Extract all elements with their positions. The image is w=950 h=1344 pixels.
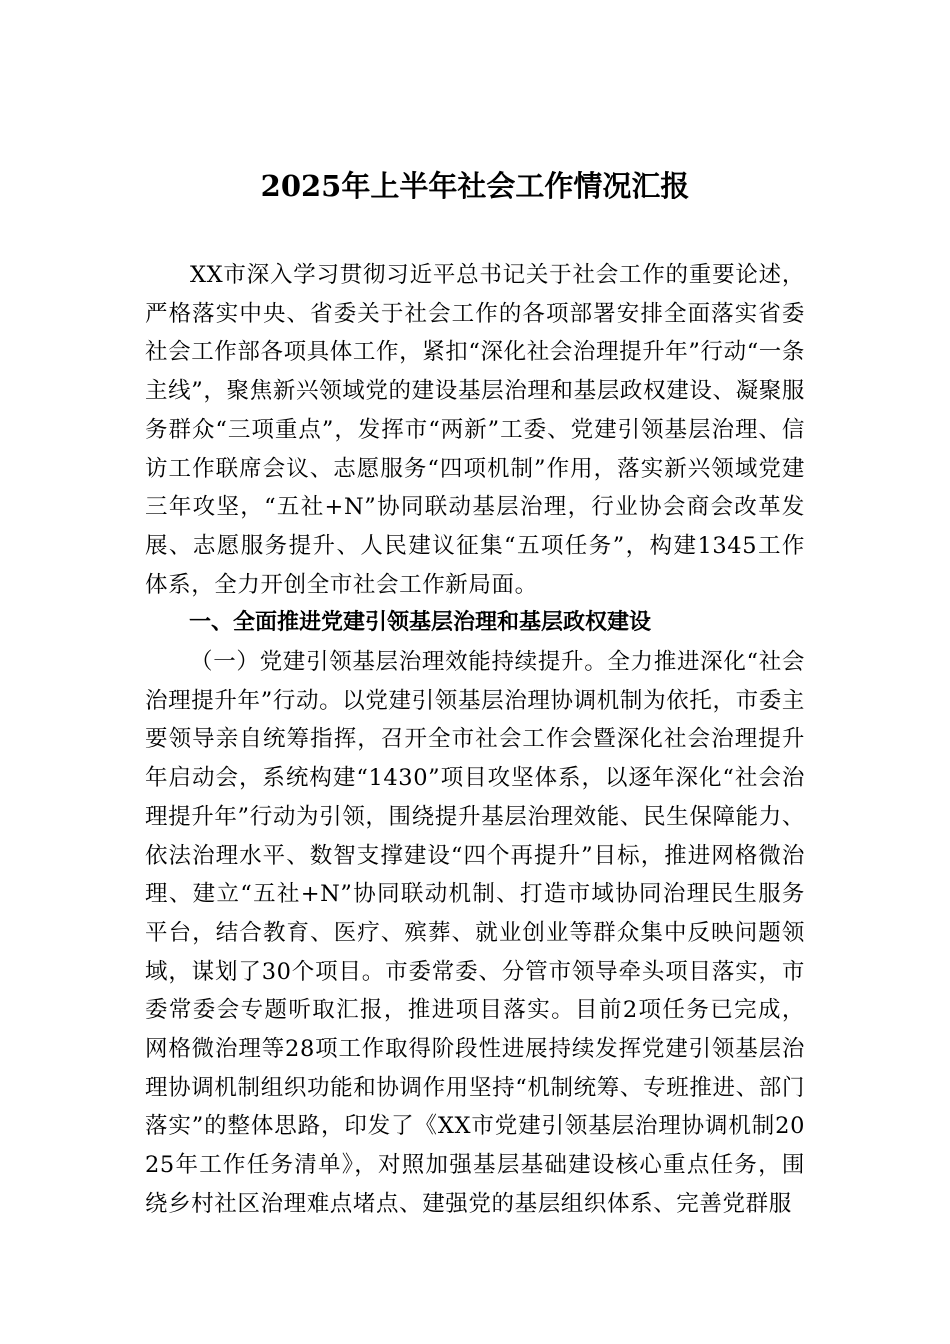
subsection-heading: （一）党建引领基层治理效能持续提升。	[190, 649, 608, 676]
subsection-text: 全力推进深化“社会治理提升年”行动。以党建引领基层治理协调机制为依托，市委主要领导亲自统筹指挥，召开全市社会工作会暨深化社会治理提升年启动会，系统构建“1430”项目攻坚体系，以逐年深化“社会治理提升年”行动为引领，围绕提升基层治理效能、民生保障能力、依法治理水平、数智支撑建设“四个再提升”目标，推进网格微治理、建立“五社+N”协同联动机制、打造市域协同治理民生服务平台，结合教育、医疗、殡葬、就业创业等群众集中反映问题领域，谋划了30个项目。市委常委、分管市领导牵头项目落实，市委常委会专题听取汇报，推进项目落实。目前2项任务已完成，网格微治理等28项工作取得阶段性进展持续发挥党建引领基层治理协调机制组织功能和协调作用坚持“机制统筹、专班推进、部门落实”的整体思路，印发了《XX市党建引领基层治理协调机制2025年工作任务清单》，对照加强基层基础建设核心重点任务，围绕乡村社区治理难点堵点、建强党的基层组织体系、完善党群服	[145, 649, 805, 1217]
document-title: 2025年上半年社会工作情况汇报	[260, 169, 690, 203]
document-body	[145, 256, 805, 1224]
section-heading: 一、全面推进党建引领基层治理和基层政权建设	[189, 610, 652, 636]
intro-paragraph: XX市深入学习贯彻习近平总书记关于社会工作的重要论述，严格落实中央、省委关于社会工作的各项部署安排全面落实省委社会工作部各项具体工作，紧扣“深化社会治理提升年”行动“一条主线”，聚焦新兴领域党的建设基层治理和基层政权建设、凝聚服务群众“三项重点”，发挥市“两新”工委、党建引领基层治理、信访工作联席会议、志愿服务“四项机制”作用，落实新兴领域党建三年攻坚，“五社+N”协同联动基层治理，行业协会商会改革发展、志愿服务提升、人民建议征集“五项任务”，构建1345工作体系，全力开创全市社会工作新局面。	[145, 262, 806, 598]
subsection-paragraph	[145, 643, 805, 1224]
